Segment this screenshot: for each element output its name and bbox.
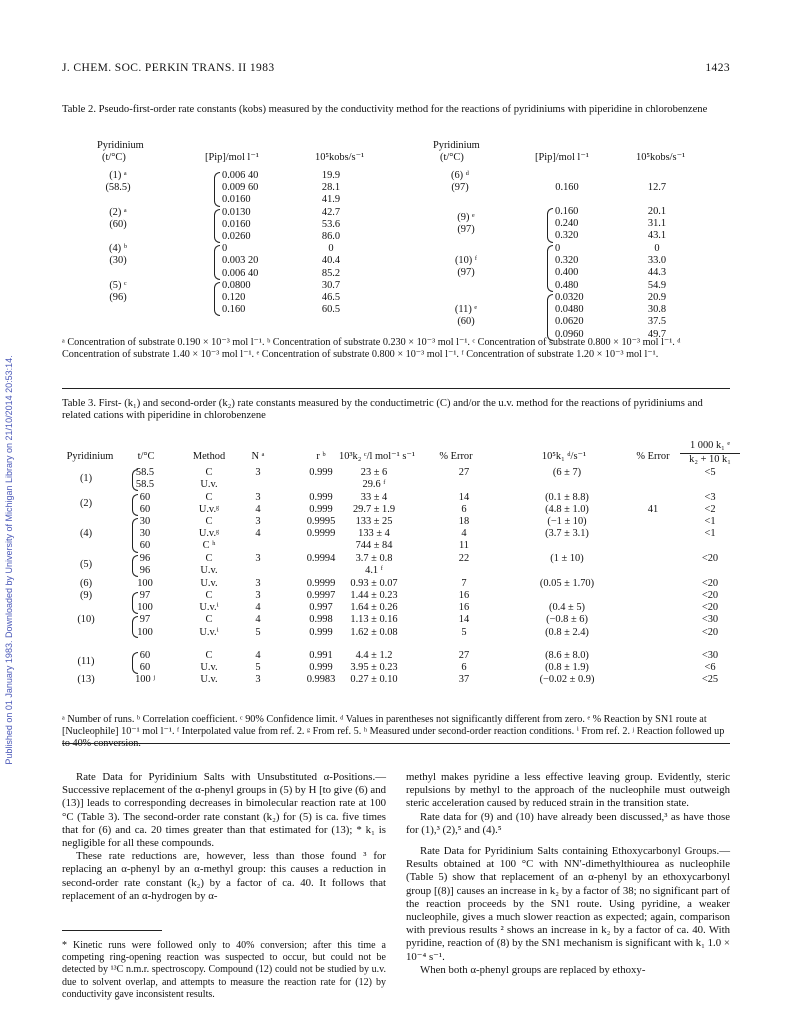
t3-header-4: r ᵇ [316, 451, 326, 462]
t2-head-pyridinium-r: Pyridinium [433, 140, 480, 151]
t3-cell: 22 [458, 553, 470, 564]
t3-cell: 0.9997 [306, 590, 336, 601]
t3-cell: 58.5 [135, 479, 155, 490]
t2-kobs-value: 44.3 [647, 267, 667, 279]
table3-caption: Table 3. First- (k₁) and second-order (k₂) rate constants measured by the conductimetric (C) and/or the u.v. method for the reactions of pyridiniums and related cations with piperidine in chlorobenzene [62, 398, 703, 422]
right-column [406, 771, 730, 977]
t3-cell: 0.9999 [306, 528, 336, 539]
t3-cell: C [205, 492, 213, 503]
t3-cell: U.v. [200, 578, 218, 589]
t3-cell: 1.62 ± 0.08 [350, 627, 398, 638]
t3-cell: 60 [139, 504, 151, 515]
t3-cell: 100 [137, 578, 153, 589]
t3-cell: 27 [458, 650, 470, 661]
t3-cell: 27 [458, 467, 470, 478]
t2-pip-value: 0.160 [222, 304, 246, 316]
t3-cell: C ʰ [202, 540, 216, 551]
t3-cell: 97 [139, 614, 151, 625]
t3-cell: 100 [137, 627, 153, 638]
brace [214, 209, 220, 244]
t2-kobs-value: 49.7 [647, 328, 667, 340]
t2-head-temp-r: (t/°C) [440, 152, 464, 163]
t3-cell: 744 ± 84 [355, 540, 393, 551]
brace [214, 282, 220, 317]
t2-kobs-value: 46.5 [321, 292, 341, 303]
t2-pyridinium: (11) ᵉ [454, 304, 478, 315]
t3-cell: <30 [701, 650, 719, 661]
download-notice: Published on 01 January 1983. Downloaded by University of Michigan Library on 21/10/2014 20:53:14. [4, 355, 14, 765]
brace [132, 592, 138, 614]
t2-kobs-value: 60.5 [321, 304, 341, 316]
t3-cell: 4 [255, 528, 261, 539]
paragraph-alpha-positions: Rate Data for Pyridinium Salts with Unsubstituted α-Positions.—Successive replacement of the α-phenyl groups in (5) by H [to give (6) and (13)] leads to corresponding decreases in bimolecular reaction rate at 100 °C (Table 3). The second-order rate constant (k₂) for (5) is ca. five times that for (6) and ca. 20 times greater than that estimated for (13); * k₁ is negligible for all these compounds. [62, 771, 386, 850]
t3-cell: U.v. [200, 479, 218, 490]
t3-cell: <20 [701, 553, 719, 564]
t2-kobs-value: 42.7 [321, 206, 341, 218]
t2-kobs-value: 30.8 [647, 304, 667, 316]
t3-cell: (0.8 ± 1.9) [545, 662, 589, 673]
t3-cell: 97 [139, 590, 151, 601]
paragraph-rate-data-9-10: Rate data for (9) and (10) have already been discussed,³ as have those for (1),³ (2),⁵ and (4).⁵ [406, 810, 730, 836]
running-header: J. CHEM. SOC. PERKIN TRANS. II 1983 [62, 62, 275, 74]
t3-cell: 6 [461, 504, 467, 515]
brace [132, 616, 138, 638]
table2-footnote: ᵃ Concentration of substrate 0.190 × 10⁻³ mol l⁻¹. ᵇ Concentration of substrate 0.230 × 10⁻³ mol l⁻¹. ᶜ Concentration of substrate 0.800 × 10⁻³ mol l⁻¹. ᵈ Concentration of substrate 1.40 × 10⁻³ mol l⁻¹. ᵉ Concentration of substrate 0.800 × 10⁻³ mol l⁻¹. ᶠ Concentration of substrate 1.20 × 10⁻³ mol l⁻¹. [62, 337, 681, 361]
t2-kobs-value: 41.9 [321, 194, 341, 206]
t3-cell: 4 [255, 650, 261, 661]
t2-pip-value: 0.0320 [555, 292, 584, 303]
t3-cell: <20 [701, 627, 719, 638]
section-rule [62, 743, 730, 744]
t2-kobs-value: 86.0 [321, 231, 341, 242]
brace [132, 555, 138, 577]
t3-cell: 1.44 ± 0.23 [350, 590, 398, 601]
t3-cell: 1.13 ± 0.16 [350, 614, 398, 625]
t2-pip-value: 0.400 [555, 267, 579, 279]
t3-cell: C [205, 553, 213, 564]
t2-pip-value: 0.006 40 [222, 267, 259, 279]
t3-cell: 6 [461, 662, 467, 673]
t2-head-pyridinium: Pyridinium [97, 140, 144, 151]
t2-kobs-value: 0 [654, 243, 660, 254]
t3-cell: <6 [704, 662, 716, 673]
t2-kobs-value: 33.0 [647, 255, 667, 267]
t3-cell: 33 ± 4 [360, 492, 388, 503]
t3-cell: 0.999 [309, 627, 333, 638]
t3-cell: C [205, 516, 213, 527]
t3-header-6: % Error [439, 451, 473, 462]
t3-cell: 0.999 [309, 467, 333, 478]
t3-pyridinium: (1) [79, 473, 93, 484]
brace [132, 652, 138, 674]
t3-cell: 0.93 ± 0.07 [350, 578, 398, 589]
t2-kobs-value: 30.7 [321, 279, 341, 291]
brace [132, 518, 138, 553]
t3-header-1: t/°C [137, 451, 155, 462]
footnote-kinetic-runs: * Kinetic runs were followed only to 40% conversion; after this time a competing ring-opening reaction was suspected to occur, but could not be detected by ¹³C n.m.r. spectroscopy. Compound (12) could not be studied by u.v. due to solvent overlap, and attempts to measure the reaction rate for (12) by conductivity gave inconsistent results. [62, 940, 386, 1000]
t3-header-0: Pyridinium [66, 451, 114, 462]
t2-temp: (30) [109, 255, 127, 267]
t3-cell: 133 ± 4 [358, 528, 390, 539]
brace [132, 469, 138, 491]
t2-pip-value: 0.0960 [555, 328, 584, 340]
t2-head-pip-r: [Pip]/mol l⁻¹ [535, 152, 589, 163]
t2-temp: (96) [109, 292, 127, 303]
t3-cell: U.v.ⁱ [199, 627, 219, 638]
t3-cell: <1 [704, 528, 716, 539]
t2-pyridinium: (5) ᶜ [109, 279, 127, 291]
t3-cell: 16 [458, 590, 470, 601]
t3-cell: 0.9983 [306, 674, 336, 685]
t2-pip-value: 0 [555, 243, 561, 254]
t3-cell: 3 [255, 674, 261, 685]
t2-kobs-value: 28.1 [321, 182, 341, 194]
left-column [62, 771, 386, 903]
brace [214, 245, 220, 280]
t2-pip-value: 0.320 [555, 230, 579, 242]
t2-temp: (97) [457, 267, 475, 279]
t2-pip-value: 0.0160 [222, 218, 251, 230]
t3-cell: 60 [139, 662, 151, 673]
t3-cell: 29.7 ± 1.9 [352, 504, 396, 515]
t3-ratio-num: 1 000 k₁ ᵉ [689, 440, 731, 451]
t3-cell: 30 [139, 516, 151, 527]
t3-cell: 96 [139, 553, 151, 564]
t2-kobs-value: 37.5 [647, 316, 667, 328]
t3-cell: <20 [701, 590, 719, 601]
t2-pyridinium: (2) ᵃ [109, 206, 127, 218]
t3-cell: 23 ± 6 [360, 467, 388, 478]
t2-pyridinium: (4) ᵇ [109, 243, 127, 255]
t3-cell: 0.9995 [306, 516, 336, 527]
table3-footnote: ᵃ Number of runs. ᵇ Correlation coefficient. ᶜ 90% Confidence limit. ᵈ Values in parentheses not significantly different from zero. ᵉ % Reaction by SN1 route at [Nucleophile] 10⁻¹ mol l⁻¹. ᶠ Interpolated value from ref. 2. ᵍ From ref. 5. ʰ Measured under second-order reaction conditions. ⁱ From ref. 2. ʲ Reaction followed up to 40% conversion. [62, 714, 725, 750]
t3-cell: 0.9999 [306, 578, 336, 589]
t2-pyridinium: (9) ᵉ [457, 212, 475, 223]
t3-cell: 41 [647, 504, 659, 515]
t3-cell: (6 ± 7) [552, 467, 582, 478]
t3-pyridinium: (11) [77, 656, 95, 667]
t2-pip-value: 0.240 [555, 218, 579, 230]
t2-pyridinium: (10) ᶠ [454, 255, 478, 266]
t3-header-8: % Error [636, 451, 670, 462]
t2-head-kobs-r: 10⁵kobs/s⁻¹ [636, 152, 686, 163]
t3-cell: 29.6 ᶠ [362, 479, 386, 490]
paragraph-methyl: methyl makes pyridine a less effective leaving group. Evidently, steric repulsions by methyl to the approach of the nucleophile must outweigh steric acceleration caused by reduced strain in the transition state. [406, 771, 730, 810]
table2-caption: Table 2. Pseudo-first-order rate constants (kobs) measured by the conductivity method for the reactions of pyridiniums with piperidine in chlorobenzene [62, 104, 708, 115]
t3-cell: <25 [701, 674, 719, 685]
t3-cell: 0.999 [309, 504, 333, 515]
t2-pip-value: 0.003 20 [222, 255, 259, 267]
t2-pip-value: 0.0130 [222, 206, 251, 218]
t3-cell: 5 [255, 627, 261, 638]
t3-header-2: Method [192, 451, 226, 462]
t3-cell: 16 [458, 602, 470, 613]
t3-pyridinium: (10) [77, 614, 95, 625]
t2-pyridinium: (6) ᵈ [451, 170, 469, 181]
t3-pyridinium: (2) [79, 498, 93, 509]
t3-cell: (−0.02 ± 0.9) [539, 674, 595, 685]
t3-cell: C [205, 650, 213, 661]
t3-cell: (3.7 ± 3.1) [545, 528, 589, 539]
t3-cell: 1.64 ± 0.26 [350, 602, 398, 613]
t3-cell: (0.8 ± 2.4) [545, 627, 589, 638]
t3-cell: 96 [139, 565, 151, 576]
t2-pip-value: 0 [222, 243, 228, 255]
brace [214, 172, 220, 207]
t3-cell: (4.8 ± 1.0) [545, 504, 589, 515]
t2-kobs-value: 43.1 [647, 230, 667, 242]
t2-temp: (58.5) [105, 182, 131, 194]
t2-pip-value: 0.160 [555, 182, 579, 194]
t2-kobs-value: 31.1 [647, 218, 667, 230]
t2-head-kobs: 10⁵kobs/s⁻¹ [315, 152, 365, 163]
t2-pip-value: 0.0800 [222, 279, 251, 291]
t3-cell: <5 [704, 467, 716, 478]
t3-cell: 0.991 [309, 650, 333, 661]
t3-cell: 0.999 [309, 492, 333, 503]
t3-cell: (1 ± 10) [550, 553, 584, 564]
t2-kobs-value: 12.7 [647, 182, 667, 194]
t3-cell: <20 [701, 602, 719, 613]
t2-kobs-value: 85.2 [321, 267, 341, 279]
t3-cell: C [205, 614, 213, 625]
t3-pyridinium: (6) [79, 578, 93, 589]
t3-header-7: 10⁵k₁ ᵈ/s⁻¹ [541, 451, 587, 462]
t3-ratio-den: k₂ + 10 k₁ [689, 454, 731, 465]
t2-kobs-value: 40.4 [321, 255, 341, 267]
t2-head-pip: [Pip]/mol l⁻¹ [205, 152, 259, 163]
t3-cell: 3.95 ± 0.23 [350, 662, 398, 673]
t3-header-3: N ᵃ [251, 451, 265, 462]
t3-cell: <3 [704, 492, 716, 503]
t3-cell: (−0.8 ± 6) [546, 614, 588, 625]
t3-cell: 0.9994 [306, 553, 336, 564]
t3-cell: 0.999 [309, 662, 333, 673]
t2-pip-value: 0.160 [555, 206, 579, 217]
t2-kobs-value: 53.6 [321, 218, 341, 230]
t2-kobs-value: 19.9 [321, 170, 341, 181]
t2-pip-value: 0.120 [222, 292, 246, 303]
t2-temp: (60) [109, 218, 127, 230]
t3-cell: 7 [461, 578, 467, 589]
t3-cell: U.v. [200, 674, 218, 685]
t2-kobs-value: 0 [328, 243, 334, 255]
t3-cell: C [205, 467, 213, 478]
t3-cell: 4 [255, 504, 261, 515]
t3-cell: C [205, 590, 213, 601]
t3-cell: 3 [255, 590, 261, 601]
t2-pip-value: 0.0160 [222, 194, 251, 206]
brace [132, 494, 138, 516]
t2-pip-value: 0.009 60 [222, 182, 259, 194]
t2-temp: (97) [457, 224, 475, 236]
t2-kobs-value: 20.1 [647, 206, 667, 217]
table-rule [62, 388, 730, 389]
t3-cell: 14 [458, 492, 470, 503]
t3-cell: <2 [704, 504, 716, 515]
t3-cell: 18 [458, 516, 470, 527]
t3-cell: U.v. [200, 662, 218, 673]
t3-cell: 11 [458, 540, 470, 551]
t3-cell: 4.1 ᶠ [365, 565, 383, 576]
t3-cell: U.v.ᵍ [198, 528, 220, 539]
t3-pyridinium: (5) [79, 559, 93, 570]
t3-cell: 3 [255, 516, 261, 527]
t3-cell: U.v. [200, 565, 218, 576]
t3-cell: 58.5 [135, 467, 155, 478]
t3-cell: U.v.ᵍ [198, 504, 220, 515]
t3-cell: 60 [139, 492, 151, 503]
t3-cell: 3.7 ± 0.8 [355, 553, 393, 564]
t3-cell: 0.997 [309, 602, 333, 613]
t2-temp: (97) [451, 182, 469, 194]
t3-cell: 60 [139, 650, 151, 661]
t3-cell: <30 [701, 614, 719, 625]
t2-pyridinium: (1) ᵃ [109, 170, 127, 181]
t3-cell: 3 [255, 578, 261, 589]
t3-cell: 14 [458, 614, 470, 625]
brace [547, 245, 553, 292]
t3-cell: <1 [704, 516, 716, 527]
t3-cell: 37 [458, 674, 470, 685]
brace [547, 208, 553, 243]
t2-pip-value: 0.0260 [222, 231, 251, 242]
t3-cell: 100 [137, 602, 153, 613]
t2-pip-value: 0.320 [555, 255, 579, 267]
t3-cell: <20 [701, 578, 719, 589]
t2-pip-value: 0.006 40 [222, 170, 259, 181]
t3-cell: 100 ʲ [135, 674, 155, 685]
t3-pyridinium: (9) [79, 590, 93, 601]
t3-cell: (0.4 ± 5) [548, 602, 586, 613]
page-number: 1423 [705, 62, 730, 74]
footnote-rule [62, 930, 162, 931]
t3-pyridinium: (4) [79, 528, 93, 539]
t3-cell: 4 [255, 602, 261, 613]
t2-kobs-value: 54.9 [647, 279, 667, 291]
t2-head-temp: (t/°C) [102, 152, 126, 163]
t3-cell: 4 [255, 614, 261, 625]
t3-cell: U.v.ⁱ [199, 602, 219, 613]
brace [547, 294, 553, 341]
t3-cell: 3 [255, 492, 261, 503]
t3-cell: 30 [139, 528, 151, 539]
paragraph-rate-reductions: These rate reductions are, however, less than those found ³ for replacing an α-phenyl by an α-methyl group: this causes a reduction in second-order rate constant (k₂) by a factor of ca. 40. It follows that replacement of an α-hydrogen by α- [62, 850, 386, 902]
t2-pip-value: 0.480 [555, 279, 579, 291]
t2-pip-value: 0.0480 [555, 304, 584, 316]
t3-cell: 0.998 [309, 614, 333, 625]
t3-cell: 133 ± 25 [355, 516, 393, 527]
t3-pyridinium: (13) [77, 674, 95, 685]
t3-cell: 5 [255, 662, 261, 673]
t2-pip-value: 0.0620 [555, 316, 584, 328]
paragraph-both-replaced: When both α-phenyl groups are replaced by ethoxy- [420, 963, 646, 976]
t3-cell: 3 [255, 467, 261, 478]
t3-cell: (0.05 ± 1.70) [539, 578, 595, 589]
t2-temp: (60) [457, 316, 475, 328]
t3-cell: (−1 ± 10) [547, 516, 587, 527]
t3-cell: 3 [255, 553, 261, 564]
t3-cell: 5 [461, 627, 467, 638]
paragraph-ethoxycarbonyl: Rate Data for Pyridinium Salts containing Ethoxycarbonyl Groups.—Results obtained at 100 °C with NN′-dimethylthiourea as nucleophile (Table 5) show that replacement of an α-phenyl by an ethoxycarbonyl group [(8)] causes an increase in k₂ by a factor of 38; no significant part of the reaction proceeds by the SN1 route. Using pyridine, a weaker nucleophile, gives a much slower reaction as expected; again, comparison with previous results ² shows an increase in k₂ by a factor of ca. 40. With pyridine, reaction of (8) by the SN1 mechanism is significant with k₁ 1.0 × 10⁻⁴ s⁻¹. [406, 845, 730, 963]
t3-cell: 0.27 ± 0.10 [350, 674, 398, 685]
t2-kobs-value: 20.9 [647, 292, 667, 303]
t3-cell: 4 [461, 528, 467, 539]
t3-cell: 4.4 ± 1.2 [355, 650, 393, 661]
t3-cell: (8.6 ± 8.0) [545, 650, 589, 661]
t3-cell: (0.1 ± 8.8) [545, 492, 589, 503]
t3-header-5: 10³k₂ ᶜ/l mol⁻¹ s⁻¹ [339, 451, 415, 462]
t3-cell: 60 [139, 540, 151, 551]
